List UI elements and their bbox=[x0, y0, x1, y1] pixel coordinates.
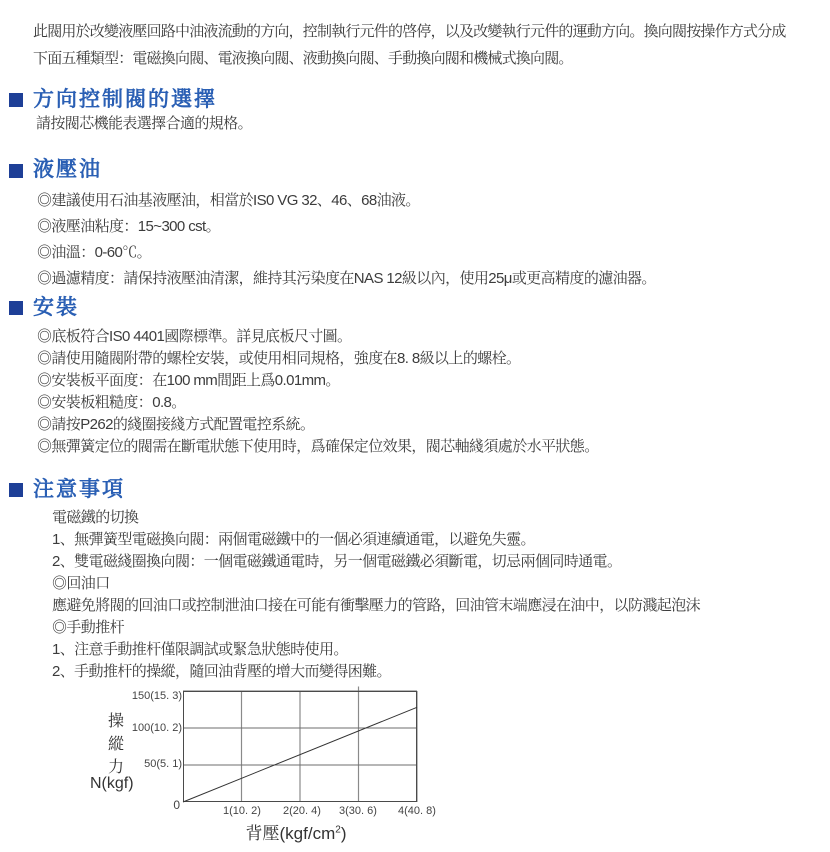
section-bullet-square bbox=[9, 164, 23, 178]
y-tick-label: 100(10. 2) bbox=[131, 722, 182, 734]
chart-plot-svg bbox=[183, 691, 417, 802]
y-axis-label-char: 操 bbox=[107, 713, 124, 730]
y-axis-label-char: 力 bbox=[107, 759, 124, 776]
install-item: ◎底板符合IS0 4401國際標準。詳見底板尺寸圖。 bbox=[37, 328, 352, 345]
notes-line: ◎回油口 bbox=[52, 575, 110, 592]
y-axis-label-char: 縱 bbox=[107, 736, 124, 753]
notes-line: 2、手動推杆的操縱，隨回油背壓的增大而變得困難。 bbox=[52, 663, 391, 680]
x-tick-label: 3(30. 6) bbox=[339, 805, 377, 817]
install-item: ◎無彈簧定位的閥需在斷電狀態下使用時，爲確保定位效果，閥芯軸綫須處於水平狀態。 bbox=[37, 438, 599, 455]
notes-line: 應避免將閥的回油口或控制泄油口接在可能有衝擊壓力的管路，回油管末端應浸在油中，以防濺起泡沫 bbox=[52, 597, 701, 614]
y-tick-label: 150(15. 3) bbox=[131, 690, 182, 702]
intro-paragraph-line-1: 此閥用於改變液壓回路中油液流動的方向，控制執行元件的啓停，以及改變執行元件的運動方向。換向閥按操作方式分成 bbox=[33, 23, 786, 40]
selection-body-text: 請按閥芯機能表選擇合適的規格。 bbox=[36, 115, 253, 132]
x-tick-label: 4(40. 8) bbox=[398, 805, 436, 817]
section-title-selection: 方向控制閥的選擇 bbox=[33, 88, 217, 111]
install-item: ◎安裝板粗糙度：0.8。 bbox=[37, 394, 186, 411]
oil-item: ◎過濾精度：請保持液壓油清潔，維持其污染度在NAS 12級以內，使用25μ或更高精度的濾油器。 bbox=[37, 270, 656, 287]
origin-tick-label: 0 bbox=[173, 798, 180, 812]
x-axis-label-text: 背壓(kgf/cm bbox=[245, 824, 336, 843]
y-axis-unit-label: N(kgf) bbox=[90, 775, 134, 792]
intro-paragraph-line-2: 下面五種類型：電磁換向閥、電液換向閥、液動換向閥、手動換向閥和機械式換向閥。 bbox=[33, 50, 573, 67]
notes-line: 1、注意手動推杆僅限調試或緊急狀態時使用。 bbox=[52, 641, 348, 658]
x-tick-label: 1(10. 2) bbox=[223, 805, 261, 817]
section-bullet-square bbox=[9, 483, 23, 497]
section-bullet-square bbox=[9, 93, 23, 107]
x-axis-label-superscript: 2 bbox=[335, 824, 341, 836]
install-item: ◎請按P262的綫圈接綫方式配置電控系統。 bbox=[37, 416, 315, 433]
oil-item: ◎油溫：0-60℃。 bbox=[37, 244, 152, 261]
install-item: ◎請使用隨閥附帶的螺栓安裝，或使用相同規格，強度在8. 8級以上的螺栓。 bbox=[37, 350, 521, 367]
x-tick-label: 2(20. 4) bbox=[283, 805, 321, 817]
section-bullet-square bbox=[9, 301, 23, 315]
chart-x-axis-label bbox=[216, 819, 376, 844]
notes-line: ◎手動推杆 bbox=[52, 619, 125, 636]
oil-item: ◎液壓油粘度：15~300 cst。 bbox=[37, 218, 221, 235]
x-axis-label-text: ) bbox=[340, 824, 347, 843]
oil-item: ◎建議使用石油基液壓油，相當於IS0 VG 32、46、68油液。 bbox=[37, 192, 420, 209]
notes-line: 1、無彈簧型電磁換向閥：兩個電磁鐵中的一個必須連續通電，以避免失靈。 bbox=[52, 531, 535, 548]
y-tick-label: 50(5. 1) bbox=[144, 758, 182, 770]
section-title-installation: 安裝 bbox=[33, 296, 79, 319]
install-item: ◎安裝板平面度：在100 mm間距上爲0.01mm。 bbox=[37, 372, 340, 389]
notes-line: 電磁鐵的切換 bbox=[52, 509, 139, 526]
section-title-precautions: 注意事項 bbox=[33, 478, 125, 501]
chart-plot-area bbox=[183, 691, 417, 802]
section-title-hydraulic-oil: 液壓油 bbox=[33, 158, 102, 181]
notes-line: 2、雙電磁綫圈換向閥：一個電磁鐵通電時，另一個電磁鐵必須斷電，切忌兩個同時通電。 bbox=[52, 553, 622, 570]
